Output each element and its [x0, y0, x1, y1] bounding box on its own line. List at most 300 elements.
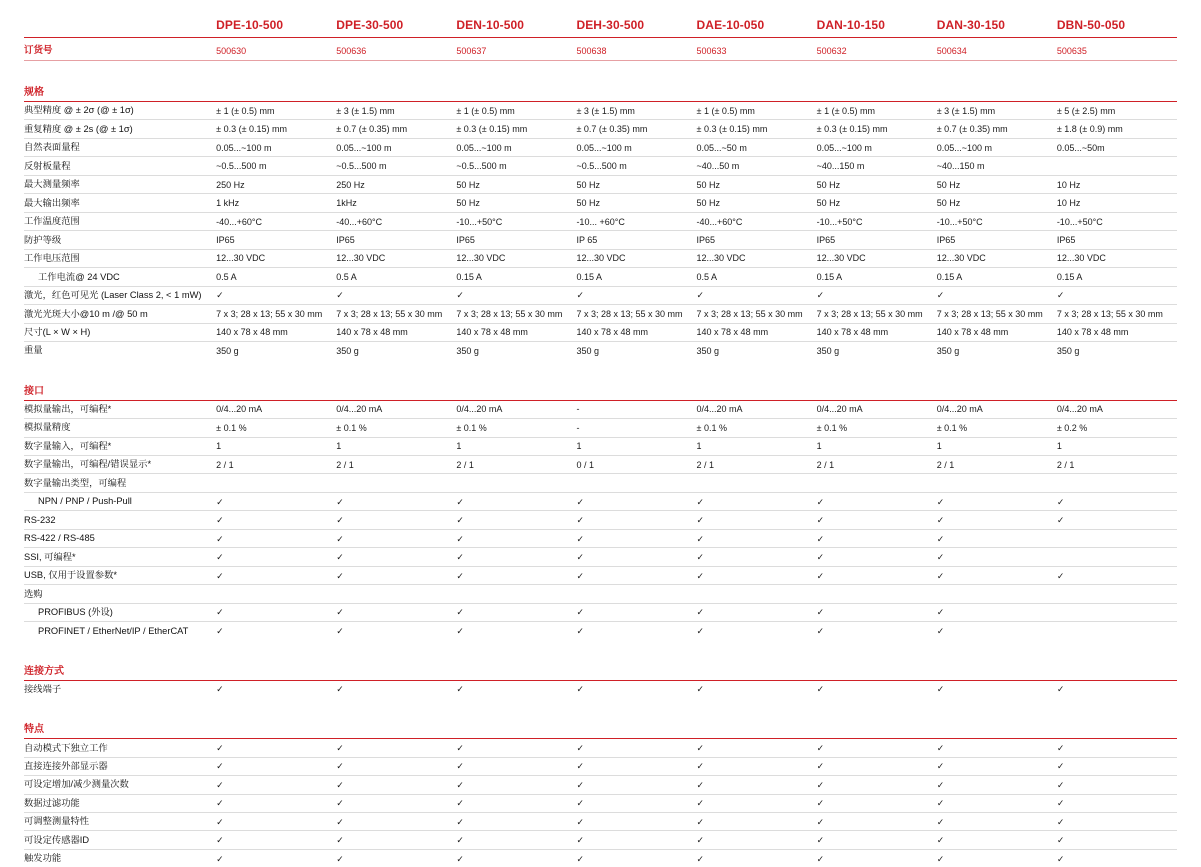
check-icon: ✓ — [576, 757, 696, 775]
table-cell — [697, 474, 817, 492]
table-cell: 140 x 78 x 48 mm — [216, 323, 336, 341]
section-heading-cell — [576, 650, 696, 681]
check-icon: ✓ — [576, 286, 696, 304]
table-row — [24, 622, 1177, 640]
table-cell: 250 Hz — [336, 175, 456, 193]
table-cell: 1 — [1057, 437, 1177, 455]
check-icon: ✓ — [817, 794, 937, 812]
check-icon: ✓ — [817, 849, 937, 867]
table-cell: 350 g — [817, 342, 937, 360]
check-icon: ✓ — [1057, 492, 1177, 510]
row-label: 激光，红色可见光 (Laser Class 2, < 1 mW) — [24, 286, 216, 304]
table-cell: 0.5 A — [697, 268, 817, 286]
check-icon: ✓ — [697, 831, 817, 849]
check-icon: ✓ — [937, 492, 1057, 510]
row-label: 自然表面量程 — [24, 138, 216, 156]
section-heading-row — [24, 650, 1177, 681]
check-icon: ✓ — [576, 813, 696, 831]
table-row — [24, 175, 1177, 193]
table-row — [24, 419, 1177, 437]
row-label: 数字量输入，可编程* — [24, 437, 216, 455]
table-cell: ± 0.7 (± 0.35) mm — [576, 120, 696, 138]
check-icon: ✓ — [817, 511, 937, 529]
section-heading-cell — [576, 708, 696, 739]
table-cell: ± 1 (± 0.5) mm — [456, 102, 576, 120]
section-heading-cell — [336, 650, 456, 681]
check-icon: ✓ — [697, 757, 817, 775]
table-row — [24, 585, 1177, 603]
row-label: 重量 — [24, 342, 216, 360]
table-cell: 50 Hz — [576, 194, 696, 212]
check-icon: ✓ — [697, 813, 817, 831]
table-cell: 500636 — [336, 38, 456, 61]
table-cell: 350 g — [456, 342, 576, 360]
row-label: 可设定增加/减少测量次数 — [24, 776, 216, 794]
section-heading-cell — [576, 370, 696, 401]
table-cell: ± 3 (± 1.5) mm — [937, 102, 1057, 120]
table-cell: 140 x 78 x 48 mm — [336, 323, 456, 341]
check-icon: ✓ — [817, 566, 937, 584]
row-label: 接线端子 — [24, 680, 216, 698]
table-cell: 0.05...~100 m — [456, 138, 576, 156]
table-cell — [336, 474, 456, 492]
section-heading-cell — [336, 370, 456, 401]
check-icon: ✓ — [216, 680, 336, 698]
check-icon: ✓ — [216, 776, 336, 794]
check-icon: ✓ — [1057, 680, 1177, 698]
table-cell: 0/4...20 mA — [456, 400, 576, 418]
check-icon: ✓ — [576, 831, 696, 849]
section-heading-cell — [817, 650, 937, 681]
table-cell: ± 0.3 (± 0.15) mm — [216, 120, 336, 138]
check-icon: ✓ — [817, 492, 937, 510]
table-cell: 0.05...~100 m — [937, 138, 1057, 156]
table-cell: 2 / 1 — [817, 455, 937, 473]
check-icon: ✓ — [937, 566, 1057, 584]
section-heading-cell — [697, 650, 817, 681]
table-cell: ± 0.7 (± 0.35) mm — [937, 120, 1057, 138]
table-cell: 350 g — [336, 342, 456, 360]
table-cell: 140 x 78 x 48 mm — [576, 323, 696, 341]
check-icon: ✓ — [336, 831, 456, 849]
table-row — [24, 776, 1177, 794]
check-icon: ✓ — [937, 680, 1057, 698]
row-label: 激光光斑大小@10 m /@ 50 m — [24, 305, 216, 323]
row-label: 数字量输出类型，可编程 — [24, 474, 216, 492]
check-icon: ✓ — [336, 511, 456, 529]
table-cell: 12...30 VDC — [817, 249, 937, 267]
check-icon: ✓ — [216, 831, 336, 849]
table-cell: 350 g — [216, 342, 336, 360]
check-icon: ✓ — [576, 566, 696, 584]
table-cell: - — [576, 400, 696, 418]
table-cell: 50 Hz — [817, 194, 937, 212]
check-icon: ✓ — [697, 680, 817, 698]
check-icon: ✓ — [456, 680, 576, 698]
table-cell: 12...30 VDC — [456, 249, 576, 267]
row-label: 订货号 — [24, 38, 216, 61]
check-icon: ✓ — [216, 566, 336, 584]
check-icon: ✓ — [456, 529, 576, 547]
table-cell: 1 — [817, 437, 937, 455]
table-cell: 500632 — [817, 38, 937, 61]
table-cell: - — [576, 419, 696, 437]
check-icon: ✓ — [937, 511, 1057, 529]
check-icon: ✓ — [937, 739, 1057, 757]
check-icon: ✓ — [336, 622, 456, 640]
table-cell: 12...30 VDC — [1057, 249, 1177, 267]
column-header-7: DBN-50-050 — [1057, 18, 1177, 38]
check-icon: ✓ — [216, 529, 336, 547]
table-cell: 1 — [216, 437, 336, 455]
check-icon: ✓ — [697, 286, 817, 304]
table-cell: ± 1 (± 0.5) mm — [697, 102, 817, 120]
table-cell: 50 Hz — [576, 175, 696, 193]
table-cell: ~40...150 m — [937, 157, 1057, 175]
section-heading-cell — [1057, 708, 1177, 739]
check-icon: ✓ — [216, 739, 336, 757]
row-label: USB, 仅用于设置参数* — [24, 566, 216, 584]
check-icon: ✓ — [216, 757, 336, 775]
table-cell: ± 0.7 (± 0.35) mm — [336, 120, 456, 138]
table-cell: -10... +60°C — [576, 212, 696, 230]
check-icon: ✓ — [697, 511, 817, 529]
check-icon: ✓ — [336, 603, 456, 621]
table-cell: 7 x 3; 28 x 13; 55 x 30 mm — [216, 305, 336, 323]
check-icon: ✓ — [817, 813, 937, 831]
table-cell: 7 x 3; 28 x 13; 55 x 30 mm — [817, 305, 937, 323]
row-spacer — [24, 698, 1177, 708]
row-label: 选购 — [24, 585, 216, 603]
section-heading-cell — [1057, 370, 1177, 401]
check-icon: ✓ — [576, 739, 696, 757]
section-heading-cell — [456, 708, 576, 739]
table-cell: 1 — [576, 437, 696, 455]
table-row — [24, 437, 1177, 455]
section-heading-cell — [697, 71, 817, 102]
check-icon: ✓ — [937, 831, 1057, 849]
table-cell: 7 x 3; 28 x 13; 55 x 30 mm — [697, 305, 817, 323]
row-label: 反射板量程 — [24, 157, 216, 175]
check-icon: ✓ — [336, 757, 456, 775]
check-icon: ✓ — [697, 622, 817, 640]
table-cell: -10...+50°C — [1057, 212, 1177, 230]
table-row — [24, 268, 1177, 286]
table-cell: -40...+60°C — [697, 212, 817, 230]
section-heading-cell — [817, 708, 937, 739]
check-icon: ✓ — [456, 794, 576, 812]
table-cell: 0/4...20 mA — [1057, 400, 1177, 418]
row-label: 模拟量输出，可编程* — [24, 400, 216, 418]
check-icon: ✓ — [456, 776, 576, 794]
table-cell: ~40...150 m — [817, 157, 937, 175]
table-cell: ± 0.1 % — [216, 419, 336, 437]
order-number-row — [24, 38, 1177, 61]
check-icon: ✓ — [817, 286, 937, 304]
table-cell: 0.05...~100 m — [576, 138, 696, 156]
table-cell: 140 x 78 x 48 mm — [817, 323, 937, 341]
check-icon: ✓ — [937, 776, 1057, 794]
table-cell: ± 0.3 (± 0.15) mm — [817, 120, 937, 138]
check-icon: ✓ — [937, 813, 1057, 831]
table-row — [24, 511, 1177, 529]
check-icon: ✓ — [1057, 813, 1177, 831]
table-cell: 2 / 1 — [937, 455, 1057, 473]
check-icon: ✓ — [336, 849, 456, 867]
table-cell: 500638 — [576, 38, 696, 61]
table-cell: 2 / 1 — [216, 455, 336, 473]
check-icon: ✓ — [456, 492, 576, 510]
section-heading-row — [24, 71, 1177, 102]
row-label: PROFIBUS (外设) — [24, 603, 216, 621]
row-label: 重复精度 @ ± 2s (@ ± 1σ) — [24, 120, 216, 138]
table-cell — [817, 585, 937, 603]
column-header-1: DPE-30-500 — [336, 18, 456, 38]
check-icon: ✓ — [456, 813, 576, 831]
row-label: SSI, 可编程* — [24, 548, 216, 566]
table-cell: 7 x 3; 28 x 13; 55 x 30 mm — [576, 305, 696, 323]
table-cell: 12...30 VDC — [216, 249, 336, 267]
table-cell — [1057, 585, 1177, 603]
table-cell: ± 3 (± 1.5) mm — [576, 102, 696, 120]
table-cell: IP65 — [1057, 231, 1177, 249]
table-cell: 50 Hz — [937, 194, 1057, 212]
check-icon: ✓ — [336, 492, 456, 510]
table-cell — [456, 474, 576, 492]
table-cell: 7 x 3; 28 x 13; 55 x 30 mm — [456, 305, 576, 323]
table-cell: -10...+50°C — [937, 212, 1057, 230]
check-icon: ✓ — [576, 776, 696, 794]
table-row — [24, 548, 1177, 566]
check-icon: ✓ — [697, 739, 817, 757]
check-icon: ✓ — [336, 813, 456, 831]
check-icon: ✓ — [937, 622, 1057, 640]
row-label: 最大输出频率 — [24, 194, 216, 212]
table-cell: 350 g — [937, 342, 1057, 360]
table-cell: ± 1 (± 0.5) mm — [817, 102, 937, 120]
table-cell: ± 3 (± 1.5) mm — [336, 102, 456, 120]
check-icon: ✓ — [697, 794, 817, 812]
table-row — [24, 342, 1177, 360]
table-cell: 0.15 A — [937, 268, 1057, 286]
section-heading-cell — [937, 650, 1057, 681]
row-label: 自动模式下独立工作 — [24, 739, 216, 757]
table-cell: ± 1.8 (± 0.9) mm — [1057, 120, 1177, 138]
check-icon: ✓ — [1057, 739, 1177, 757]
section-heading-row — [24, 370, 1177, 401]
check-icon: ✓ — [817, 757, 937, 775]
check-icon: ✓ — [697, 603, 817, 621]
table-cell — [937, 474, 1057, 492]
table-cell — [1057, 529, 1177, 547]
table-cell: 0.05...~100 m — [216, 138, 336, 156]
section-heading-cell — [336, 71, 456, 102]
check-icon: ✓ — [336, 548, 456, 566]
check-icon: ✓ — [817, 548, 937, 566]
table-cell: IP65 — [456, 231, 576, 249]
table-cell: 0/4...20 mA — [937, 400, 1057, 418]
check-icon: ✓ — [1057, 286, 1177, 304]
table-cell: ~0.5...500 m — [216, 157, 336, 175]
table-cell: ± 0.1 % — [697, 419, 817, 437]
table-row — [24, 566, 1177, 584]
table-cell: ± 0.1 % — [336, 419, 456, 437]
check-icon: ✓ — [817, 622, 937, 640]
check-icon: ✓ — [336, 739, 456, 757]
table-cell: 0/4...20 mA — [697, 400, 817, 418]
table-cell: ± 0.1 % — [937, 419, 1057, 437]
table-cell: IP65 — [817, 231, 937, 249]
table-cell: 350 g — [1057, 342, 1177, 360]
table-cell: 0.15 A — [1057, 268, 1177, 286]
table-cell: ± 1 (± 0.5) mm — [216, 102, 336, 120]
check-icon: ✓ — [817, 680, 937, 698]
table-cell: 2 / 1 — [336, 455, 456, 473]
table-row — [24, 680, 1177, 698]
table-row — [24, 231, 1177, 249]
column-header-3: DEH-30-500 — [576, 18, 696, 38]
row-label: 最大测量频率 — [24, 175, 216, 193]
row-label: 数据过滤功能 — [24, 794, 216, 812]
section-heading-label: 接口 — [24, 370, 216, 401]
table-cell: IP65 — [336, 231, 456, 249]
check-icon: ✓ — [336, 286, 456, 304]
section-heading-cell — [697, 708, 817, 739]
table-cell: 10 Hz — [1057, 175, 1177, 193]
table-row — [24, 529, 1177, 547]
row-spacer — [24, 61, 1177, 72]
table-row — [24, 813, 1177, 831]
section-heading-cell — [1057, 71, 1177, 102]
table-cell: 7 x 3; 28 x 13; 55 x 30 mm — [336, 305, 456, 323]
row-label: NPN / PNP / Push-Pull — [24, 492, 216, 510]
table-cell: 500635 — [1057, 38, 1177, 61]
table-cell: 1 — [456, 437, 576, 455]
table-cell: 500630 — [216, 38, 336, 61]
column-header-0: DPE-10-500 — [216, 18, 336, 38]
table-cell: 350 g — [576, 342, 696, 360]
table-cell — [1057, 622, 1177, 640]
table-cell: 0.5 A — [336, 268, 456, 286]
table-row — [24, 603, 1177, 621]
check-icon: ✓ — [456, 286, 576, 304]
check-icon: ✓ — [456, 849, 576, 867]
table-cell: ± 0.3 (± 0.15) mm — [456, 120, 576, 138]
table-cell: IP65 — [216, 231, 336, 249]
table-cell: 250 Hz — [216, 175, 336, 193]
specification-table — [24, 18, 1177, 867]
column-header-2: DEN-10-500 — [456, 18, 576, 38]
section-heading-cell — [336, 708, 456, 739]
check-icon: ✓ — [456, 511, 576, 529]
table-cell: 7 x 3; 28 x 13; 55 x 30 mm — [937, 305, 1057, 323]
column-header-4: DAE-10-050 — [697, 18, 817, 38]
row-label: RS-422 / RS-485 — [24, 529, 216, 547]
table-row — [24, 102, 1177, 120]
table-cell: ~0.5...500 m — [456, 157, 576, 175]
check-icon: ✓ — [1057, 757, 1177, 775]
table-cell: 50 Hz — [697, 175, 817, 193]
check-icon: ✓ — [576, 603, 696, 621]
check-icon: ✓ — [336, 794, 456, 812]
table-cell: 12...30 VDC — [336, 249, 456, 267]
table-cell: 0/4...20 mA — [336, 400, 456, 418]
section-heading-cell — [216, 708, 336, 739]
table-cell: IP65 — [937, 231, 1057, 249]
check-icon: ✓ — [336, 680, 456, 698]
row-label: 触发功能 — [24, 849, 216, 867]
table-row — [24, 305, 1177, 323]
section-heading-cell — [937, 708, 1057, 739]
table-cell: 1kHz — [336, 194, 456, 212]
section-heading-cell — [697, 370, 817, 401]
table-cell: -10...+50°C — [456, 212, 576, 230]
table-row — [24, 739, 1177, 757]
check-icon: ✓ — [576, 794, 696, 812]
table-row — [24, 831, 1177, 849]
check-icon: ✓ — [817, 529, 937, 547]
table-cell: 50 Hz — [937, 175, 1057, 193]
check-icon: ✓ — [576, 622, 696, 640]
check-icon: ✓ — [937, 794, 1057, 812]
check-icon: ✓ — [576, 548, 696, 566]
check-icon: ✓ — [216, 548, 336, 566]
table-cell: 50 Hz — [456, 175, 576, 193]
table-row — [24, 757, 1177, 775]
check-icon: ✓ — [216, 511, 336, 529]
row-label: 直接连接外部显示器 — [24, 757, 216, 775]
check-icon: ✓ — [336, 776, 456, 794]
table-cell: 0 / 1 — [576, 455, 696, 473]
check-icon: ✓ — [817, 603, 937, 621]
check-icon: ✓ — [576, 492, 696, 510]
check-icon: ✓ — [576, 511, 696, 529]
check-icon: ✓ — [937, 548, 1057, 566]
row-label: 可调整测量特性 — [24, 813, 216, 831]
check-icon: ✓ — [336, 566, 456, 584]
table-cell: ± 0.3 (± 0.15) mm — [697, 120, 817, 138]
table-cell: 0.5 A — [216, 268, 336, 286]
table-cell: 2 / 1 — [1057, 455, 1177, 473]
table-cell: IP 65 — [576, 231, 696, 249]
check-icon: ✓ — [456, 548, 576, 566]
table-cell: 12...30 VDC — [937, 249, 1057, 267]
section-heading-cell — [937, 370, 1057, 401]
table-cell — [1057, 603, 1177, 621]
table-row — [24, 249, 1177, 267]
check-icon: ✓ — [216, 492, 336, 510]
table-row — [24, 794, 1177, 812]
check-icon: ✓ — [456, 739, 576, 757]
check-icon: ✓ — [1057, 849, 1177, 867]
table-cell: ~40...50 m — [697, 157, 817, 175]
table-cell: ± 5 (± 2.5) mm — [1057, 102, 1177, 120]
table-cell — [576, 474, 696, 492]
check-icon: ✓ — [216, 813, 336, 831]
table-cell: 0.05...~100 m — [336, 138, 456, 156]
table-row — [24, 849, 1177, 867]
check-icon: ✓ — [216, 286, 336, 304]
table-cell: 0.05...~50m — [1057, 138, 1177, 156]
table-cell — [817, 474, 937, 492]
table-row — [24, 194, 1177, 212]
table-cell: 1 kHz — [216, 194, 336, 212]
table-cell: 2 / 1 — [697, 455, 817, 473]
table-cell: 0.15 A — [817, 268, 937, 286]
table-cell: IP65 — [697, 231, 817, 249]
table-cell — [937, 585, 1057, 603]
section-heading-cell — [1057, 650, 1177, 681]
